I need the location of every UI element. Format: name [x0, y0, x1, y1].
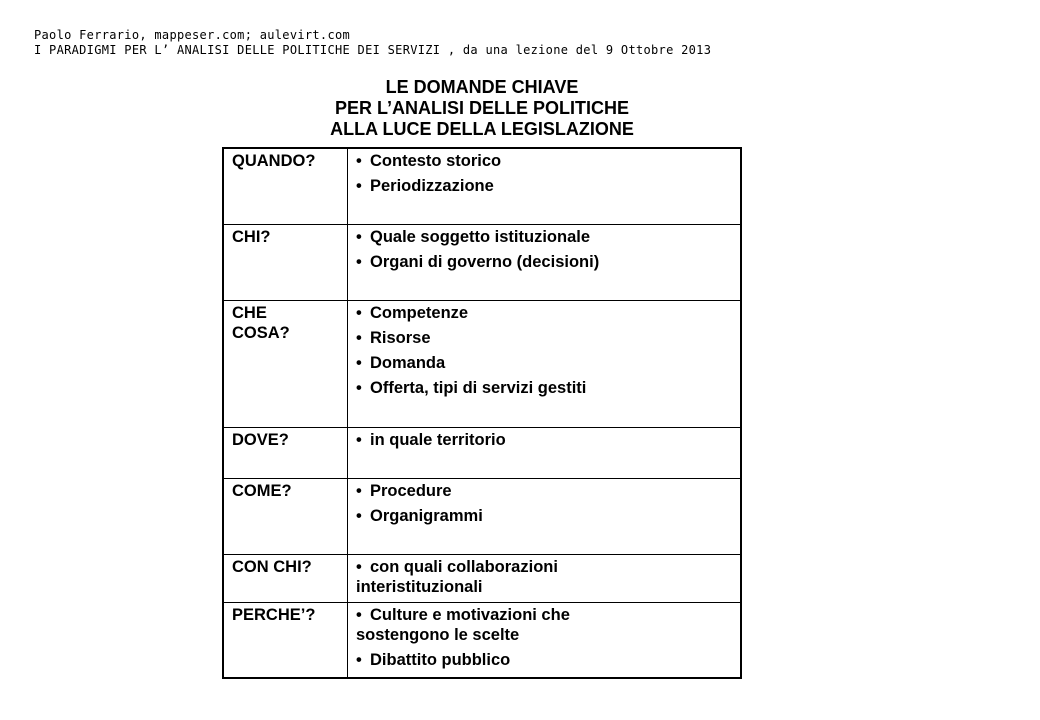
key-questions-table	[222, 147, 742, 679]
answer-text: Organi di governo (decisioni)	[370, 252, 600, 271]
bullet-icon: •	[356, 430, 362, 449]
answer-item	[356, 303, 732, 323]
answer-text: Organigrammi	[370, 506, 483, 525]
bullet-icon: •	[356, 605, 362, 624]
question-label: CON CHI?	[232, 557, 312, 576]
answer-line	[356, 303, 732, 323]
question-label: CHE	[232, 303, 267, 322]
answer-item	[356, 481, 732, 501]
answer-line	[356, 227, 732, 247]
answer-text: interistituzionali	[356, 577, 483, 596]
answer-cell	[348, 148, 742, 224]
answer-text: Procedure	[370, 481, 452, 500]
bullet-icon: •	[356, 481, 362, 500]
question-label: COSA?	[232, 323, 290, 342]
question-cell	[223, 602, 348, 678]
table-row	[223, 148, 741, 224]
answer-line	[356, 605, 732, 625]
answer-line	[356, 252, 732, 272]
answer-text: Domanda	[370, 353, 446, 372]
answer-item	[356, 506, 732, 526]
title-line-3: ALLA LUCE DELLA LEGISLAZIONE	[330, 119, 634, 139]
question-label: CHI?	[232, 227, 271, 246]
answer-text: sostengono le scelte	[356, 625, 520, 644]
answer-text: Culture e motivazioni che	[370, 605, 570, 624]
answer-line	[356, 378, 732, 398]
question-cell	[223, 148, 348, 224]
answer-item	[356, 252, 732, 272]
question-cell	[223, 224, 348, 300]
page-header	[34, 28, 711, 58]
answer-text: Periodizzazione	[370, 177, 494, 195]
answer-text: Risorse	[370, 328, 431, 347]
answer-line	[356, 481, 732, 501]
answer-line	[356, 506, 732, 526]
table-row	[223, 224, 741, 300]
answer-line	[356, 557, 732, 577]
answer-item	[356, 605, 732, 645]
answer-text: Competenze	[370, 303, 469, 322]
answer-cell	[348, 224, 742, 300]
answer-item	[356, 227, 732, 247]
answer-item	[356, 328, 732, 348]
question-cell	[223, 300, 348, 427]
answer-line	[356, 430, 732, 450]
answer-line	[356, 625, 732, 645]
table-row	[223, 427, 741, 478]
bullet-icon: •	[356, 650, 362, 669]
bullet-icon: •	[356, 328, 362, 347]
question-cell	[223, 427, 348, 478]
answer-line	[356, 650, 732, 670]
slide-title	[222, 77, 742, 140]
bullet-icon: •	[356, 152, 362, 170]
bullet-icon: •	[356, 227, 362, 246]
bullet-icon: •	[356, 353, 362, 372]
answer-cell	[348, 478, 742, 554]
question-label: PERCHE’?	[232, 605, 316, 624]
answer-item	[356, 430, 732, 450]
title-line-2: PER L’ANALISI DELLE POLITICHE	[334, 98, 630, 118]
answer-item	[356, 151, 732, 171]
answer-text: in quale territorio	[370, 430, 506, 449]
answer-cell	[348, 602, 742, 678]
bullet-icon: •	[356, 177, 362, 195]
table-row	[223, 300, 741, 427]
bullet-icon: •	[356, 252, 362, 271]
question-cell	[223, 478, 348, 554]
question-label: QUANDO?	[232, 152, 316, 170]
question-label: DOVE?	[232, 430, 289, 449]
key-questions-table-body	[223, 148, 741, 678]
answer-line	[356, 176, 732, 196]
header-subject-line: I PARADIGMI PER L’ ANALISI DELLE POLITICHE DEI SERVIZI , da una lezione del 9 Ottobre 2013	[34, 43, 712, 57]
answer-item	[356, 378, 732, 398]
answer-cell	[348, 300, 742, 427]
answer-text: con quali collaborazioni	[370, 557, 558, 576]
bullet-icon: •	[356, 557, 362, 576]
answer-line	[356, 151, 732, 171]
answer-line	[356, 577, 732, 597]
answer-item	[356, 176, 732, 196]
answer-text: Offerta, tipi di servizi gestiti	[370, 378, 587, 397]
table-row	[223, 554, 741, 602]
answer-cell	[348, 554, 742, 602]
answer-cell	[348, 427, 742, 478]
answer-item	[356, 353, 732, 373]
title-line-1: LE DOMANDE CHIAVE	[385, 77, 579, 97]
question-cell	[223, 554, 348, 602]
header-author-line: Paolo Ferrario, mappeser.com; aulevirt.com	[34, 28, 351, 42]
answer-item	[356, 650, 732, 670]
table-row	[223, 478, 741, 554]
answer-text: Quale soggetto istituzionale	[370, 227, 591, 246]
bullet-icon: •	[356, 506, 362, 525]
bullet-icon: •	[356, 303, 362, 322]
answer-text: Contesto storico	[370, 152, 502, 170]
answer-line	[356, 328, 732, 348]
answer-line	[356, 353, 732, 373]
question-label: COME?	[232, 481, 292, 500]
bullet-icon: •	[356, 378, 362, 397]
table-row	[223, 602, 741, 678]
answer-text: Dibattito pubblico	[370, 650, 511, 669]
answer-item	[356, 557, 732, 597]
